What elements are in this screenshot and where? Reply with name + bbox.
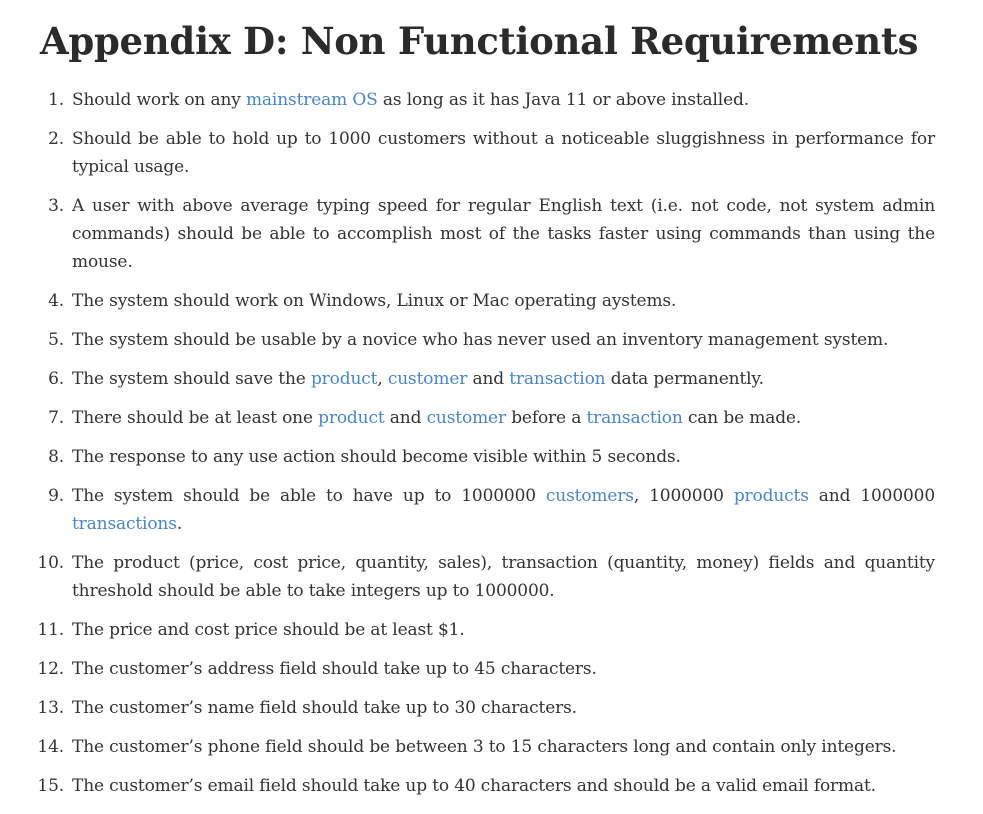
requirement-text-segment: The product (price, cost price, quantity, sales), transaction (quantity, money) fields and quantity threshold should be able to take integers up to 1000000. — [72, 553, 935, 601]
requirement-text — [72, 447, 681, 467]
requirement-number: 11. — [37, 620, 64, 640]
glossary-link-products[interactable]: products — [733, 486, 809, 506]
requirement-item — [37, 655, 935, 683]
requirement-text-segment: The system should be usable by a novice who has never used an inventory management system. — [72, 330, 889, 350]
document-page — [37, 12, 935, 811]
requirement-item — [40, 365, 935, 393]
requirement-number: 15. — [37, 776, 64, 796]
requirement-item — [40, 482, 935, 538]
requirement-item — [37, 694, 935, 722]
requirement-item — [40, 443, 935, 471]
requirement-item — [40, 287, 935, 315]
requirement-item — [37, 549, 935, 605]
requirement-text-segment: There should be at least one — [72, 408, 319, 428]
requirement-text — [72, 737, 896, 757]
requirement-number: 2. — [48, 129, 64, 149]
glossary-link-product[interactable]: product — [318, 408, 385, 428]
requirement-text-segment: before a — [505, 408, 587, 428]
requirement-text-segment: The customer’s name field should take up to 30 characters. — [72, 698, 577, 718]
requirement-item — [40, 326, 935, 354]
requirement-text-segment: as long as it has Java 11 or above installed. — [377, 90, 749, 110]
requirement-item — [40, 192, 935, 276]
requirement-item — [40, 86, 935, 114]
glossary-link-customers[interactable]: customers — [545, 486, 634, 506]
requirement-number: 1. — [48, 90, 64, 110]
glossary-link-transaction[interactable]: transaction — [509, 369, 606, 389]
requirement-text — [72, 698, 577, 718]
requirement-text-segment: The system should work on Windows, Linux or Mac operating aystems. — [72, 291, 677, 311]
requirement-text — [72, 486, 935, 534]
requirement-text-segment: can be made. — [682, 408, 802, 428]
requirement-text-segment: Should work on any — [72, 90, 246, 110]
requirement-item — [37, 733, 935, 761]
requirement-number: 7. — [48, 408, 64, 428]
requirement-text — [72, 620, 465, 640]
requirement-text — [72, 330, 888, 350]
requirement-text-segment: , — [377, 369, 388, 389]
requirement-text-segment: and — [384, 408, 427, 428]
glossary-link-customer[interactable]: customer — [387, 369, 468, 389]
requirement-text-segment: The response to any use action should become visible within 5 seconds. — [72, 447, 681, 467]
glossary-link-customer[interactable]: customer — [426, 408, 506, 428]
requirement-text-segment: The customer’s address field should take up to 45 characters. — [72, 659, 597, 679]
requirement-item — [40, 125, 935, 181]
requirement-text — [72, 291, 676, 311]
requirement-item — [40, 404, 935, 432]
page-title: Appendix D: Non Functional Requirements — [40, 19, 919, 63]
requirement-text — [72, 129, 935, 177]
requirement-number: 14. — [37, 737, 64, 757]
glossary-link-product[interactable]: product — [310, 369, 378, 389]
requirement-item — [37, 772, 935, 800]
requirement-text — [72, 776, 876, 796]
requirement-number: 10. — [37, 553, 64, 573]
requirement-number: 5. — [48, 330, 64, 350]
requirement-text — [72, 408, 801, 428]
requirement-number: 3. — [48, 196, 64, 216]
requirement-text — [72, 553, 935, 601]
requirement-text-segment: A user with above average typing speed for regular English text (i.e. not code, not system admin commands) should be able to accomplish most of the tasks faster using commands than using the mouse. — [72, 196, 935, 272]
requirement-text-segment: The system should save the — [72, 369, 311, 389]
requirement-text — [72, 196, 935, 272]
requirement-text-segment: The price and cost price should be at least $1. — [72, 620, 465, 640]
requirement-number: 4. — [48, 291, 64, 311]
requirement-text-segment: and — [467, 369, 510, 389]
glossary-link-transactions[interactable]: transactions — [72, 514, 177, 534]
requirement-text-segment: . — [176, 514, 183, 534]
requirement-text-segment: data permanently. — [605, 369, 764, 389]
requirement-text — [72, 659, 597, 679]
glossary-link-transaction[interactable]: transaction — [586, 408, 683, 428]
requirement-text — [72, 90, 749, 110]
glossary-link-mainstream-os[interactable]: mainstream OS — [245, 90, 378, 110]
requirement-number: 8. — [48, 447, 64, 467]
requirement-number: 6. — [48, 369, 64, 389]
requirement-text-segment: The customer’s email field should take up to 40 characters and should be a valid email format. — [72, 776, 876, 796]
requirement-text-segment: The system should be able to have up to 1000000 — [72, 486, 546, 506]
requirement-number: 12. — [37, 659, 64, 679]
requirement-text-segment: and 1000000 — [808, 486, 935, 506]
requirement-text-segment: , 1000000 — [633, 486, 734, 506]
requirement-number: 9. — [48, 486, 64, 506]
requirement-number: 13. — [37, 698, 64, 718]
requirement-text-segment: Should be able to hold up to 1000 customers without a noticeable sluggishness in performance for typical usage. — [72, 129, 935, 177]
requirement-text-segment: The customer’s phone field should be between 3 to 15 characters long and contain only integers. — [72, 737, 897, 757]
requirements-list — [37, 86, 935, 800]
requirement-item — [37, 616, 935, 644]
requirement-text — [72, 369, 764, 389]
